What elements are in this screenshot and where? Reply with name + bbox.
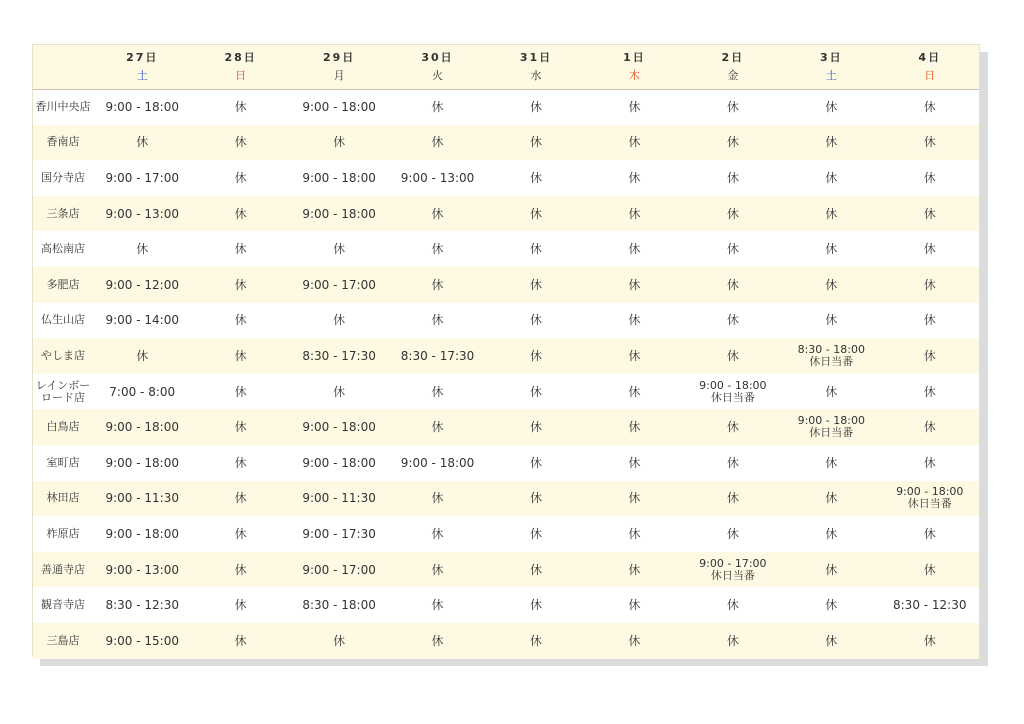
hours-cell: 休: [726, 633, 739, 648]
hours-cell: 9:00 - 11:30: [302, 491, 376, 506]
day-header: [782, 45, 880, 89]
hours-cell: 休: [628, 170, 641, 185]
hours-cell: 休: [923, 348, 936, 363]
duty-label: ロード店: [41, 390, 85, 404]
hours-cell: 休: [923, 170, 936, 185]
hours-cell: 休: [923, 313, 936, 328]
hours-cell: 9:00 - 11:30: [105, 491, 179, 506]
duty-label: 休日当番: [809, 354, 854, 368]
hours-cell: 休: [529, 135, 542, 150]
hours-cell: 休: [923, 100, 936, 115]
hours-cell: 休: [923, 526, 936, 541]
cell-line: 9:00 - 17:00: [699, 556, 767, 570]
hours-cell: 休: [234, 384, 247, 399]
date-label: 28日: [224, 50, 257, 64]
hours-cell: 休: [726, 348, 739, 363]
hours-cell: 休: [431, 598, 444, 613]
hours-cell: 9:00 - 18:00: [302, 206, 376, 221]
hours-cell: 休: [726, 526, 739, 541]
cell-line: 9:00 - 18:00: [699, 378, 767, 392]
hours-cell: 休: [529, 633, 542, 648]
store-name: [33, 374, 93, 410]
hours-cell: 休: [726, 135, 739, 150]
day-header: [290, 45, 388, 89]
table-body: [33, 89, 979, 659]
hours-cell: 休: [529, 348, 542, 363]
hours-cell: 休: [628, 526, 641, 541]
hours-cell: 休: [136, 242, 149, 257]
hours-cell: 休: [234, 242, 247, 257]
store-name: 白鳥店: [46, 420, 80, 434]
hours-cell: 8:30 - 12:30: [105, 598, 179, 613]
hours-cell: 休: [529, 562, 542, 577]
hours-cell: 休: [628, 455, 641, 470]
table-row: [33, 338, 979, 374]
hours-cell: 休: [923, 242, 936, 257]
hours-cell: 休: [431, 420, 444, 435]
cell-line: レインボー: [35, 378, 91, 392]
table-row: [33, 125, 979, 161]
table-row: [33, 552, 979, 588]
hours-cell: 休: [431, 242, 444, 257]
hours-cell: 休: [825, 206, 838, 221]
hours-cell: 休: [431, 491, 444, 506]
hours-cell: 休: [923, 206, 936, 221]
date-label: 30日: [421, 50, 454, 64]
store-name: 善通寺店: [41, 562, 85, 576]
weekday-label: 火: [432, 68, 444, 82]
hours-cell: 休: [333, 242, 346, 257]
hours-cell: 休: [628, 420, 641, 435]
hours-cell: 7:00 - 8:00: [109, 384, 176, 399]
hours-cell: 休: [825, 313, 838, 328]
hours-cell: 休: [628, 100, 641, 115]
hours-cell: 9:00 - 18:00: [105, 455, 179, 470]
duty-label: 休日当番: [710, 390, 755, 404]
hours-cell: 休: [825, 100, 838, 115]
hours-cell: 休: [628, 348, 641, 363]
header-row: [33, 45, 979, 89]
table-row: [33, 445, 979, 481]
store-name: 柞原店: [46, 526, 80, 540]
corner-cell: [33, 45, 93, 89]
hours-cell: 休: [333, 384, 346, 399]
table-row: [33, 196, 979, 232]
hours-cell: 9:00 - 17:00: [302, 562, 376, 577]
hours-cell: 休: [136, 348, 149, 363]
hours-cell: 休: [628, 135, 641, 150]
day-header: [585, 45, 683, 89]
hours-cell: 8:30 - 17:30: [400, 348, 475, 363]
weekday-label: 月: [333, 68, 345, 82]
day-header: [93, 45, 191, 89]
hours-cell: 休: [234, 348, 247, 363]
table-row: [33, 409, 979, 445]
hours-cell: 休: [529, 420, 542, 435]
date-label: 27日: [126, 50, 159, 64]
store-name: 観音寺店: [41, 598, 85, 612]
store-name: 多肥店: [46, 277, 80, 291]
hours-cell: 9:00 - 13:00: [105, 206, 179, 221]
day-header: [191, 45, 289, 89]
hours-cell: 休: [234, 633, 247, 648]
hours-cell: 9:00 - 18:00: [302, 420, 376, 435]
table-row: [33, 623, 979, 659]
hours-cell: 休: [136, 135, 149, 150]
hours-cell: 休: [726, 491, 739, 506]
hours-cell: [684, 374, 782, 410]
hours-cell: 休: [529, 313, 542, 328]
table-row: [33, 481, 979, 517]
hours-cell: 休: [529, 206, 542, 221]
hours-cell: 9:00 - 17:30: [302, 526, 376, 541]
table-row: [33, 374, 979, 410]
hours-cell: 休: [234, 420, 247, 435]
hours-cell: 9:00 - 18:00: [105, 420, 179, 435]
hours-cell: 休: [825, 242, 838, 257]
hours-cell: 休: [431, 135, 444, 150]
hours-cell: 休: [726, 100, 739, 115]
hours-cell: 休: [825, 384, 838, 399]
hours-cell: 休: [431, 562, 444, 577]
hours-cell: 休: [628, 242, 641, 257]
hours-cell: 休: [825, 455, 838, 470]
store-name: 仏生山店: [41, 313, 85, 327]
hours-cell: 休: [726, 420, 739, 435]
hours-cell: 休: [825, 526, 838, 541]
hours-cell: 休: [923, 420, 936, 435]
date-label: 4日: [918, 50, 942, 64]
hours-cell: 休: [825, 598, 838, 613]
hours-cell: 休: [529, 277, 542, 292]
hours-cell: 休: [333, 135, 346, 150]
hours-cell: 休: [234, 491, 247, 506]
hours-cell: 休: [234, 313, 247, 328]
hours-cell: 休: [726, 598, 739, 613]
hours-cell: 休: [234, 206, 247, 221]
hours-cell: 休: [628, 384, 641, 399]
hours-cell: 9:00 - 18:00: [105, 526, 179, 541]
date-label: 31日: [519, 50, 553, 64]
store-name: 香川中央店: [35, 100, 91, 114]
store-name: 三条店: [46, 206, 80, 220]
weekday-label: 日: [235, 68, 247, 82]
hours-cell: 休: [628, 633, 641, 648]
table-row: [33, 267, 979, 303]
hours-cell: 9:00 - 18:00: [302, 455, 376, 470]
hours-cell: 9:00 - 15:00: [105, 633, 179, 648]
hours-cell: 休: [825, 562, 838, 577]
hours-cell: 休: [628, 491, 641, 506]
hours-cell: 9:00 - 14:00: [105, 313, 179, 328]
hours-cell: 9:00 - 17:00: [105, 170, 179, 185]
hours-cell: 休: [529, 455, 542, 470]
hours-cell: 休: [234, 455, 247, 470]
store-name: 国分寺店: [41, 170, 85, 184]
hours-cell: 休: [726, 206, 739, 221]
hours-cell: 休: [923, 384, 936, 399]
hours-cell: 休: [628, 313, 641, 328]
hours-cell: 休: [825, 170, 838, 185]
hours-cell: 9:00 - 12:00: [105, 277, 179, 292]
hours-cell: 休: [333, 633, 346, 648]
hours-cell: 休: [825, 135, 838, 150]
cell-line: 9:00 - 18:00: [896, 485, 964, 499]
hours-cell: 休: [825, 633, 838, 648]
hours-cell: 休: [431, 206, 444, 221]
store-name: 林田店: [46, 491, 80, 505]
hours-cell: 休: [333, 313, 346, 328]
hours-cell: 休: [923, 277, 936, 292]
hours-cell: 8:30 - 18:00: [302, 598, 376, 613]
table-row: [33, 587, 979, 623]
hours-cell: 休: [234, 277, 247, 292]
hours-cell: 9:00 - 18:00: [105, 100, 179, 115]
hours-cell: 休: [234, 100, 247, 115]
table-row: [33, 89, 979, 125]
store-name: 室町店: [46, 455, 80, 469]
weekday-label: 水: [530, 68, 542, 82]
store-name: 高松南店: [41, 242, 85, 256]
hours-cell: 休: [529, 170, 542, 185]
schedule-sheet: [32, 44, 980, 656]
duty-label: 休日当番: [710, 568, 755, 582]
hours-cell: 休: [529, 598, 542, 613]
hours-cell: 休: [628, 206, 641, 221]
store-name: 三島店: [46, 633, 80, 647]
hours-cell: 休: [923, 455, 936, 470]
hours-cell: 休: [726, 170, 739, 185]
hours-cell: 休: [628, 562, 641, 577]
hours-cell: 休: [923, 135, 936, 150]
hours-cell: [782, 338, 880, 374]
hours-cell: 休: [431, 100, 444, 115]
hours-cell: 休: [726, 277, 739, 292]
hours-cell: 休: [431, 633, 444, 648]
day-header: [881, 45, 980, 89]
weekday-label: 木: [628, 68, 640, 82]
weekday-label: 土: [825, 68, 837, 82]
hours-cell: 休: [234, 170, 247, 185]
hours-cell: 休: [234, 135, 247, 150]
hours-cell: 休: [628, 277, 641, 292]
hours-cell: 8:30 - 17:30: [302, 348, 376, 363]
weekday-label: 金: [727, 68, 739, 82]
hours-cell: 休: [529, 526, 542, 541]
day-header: [684, 45, 782, 89]
day-header: [388, 45, 486, 89]
hours-cell: 休: [529, 100, 542, 115]
hours-cell: 9:00 - 17:00: [302, 277, 376, 292]
store-name: やしま店: [41, 348, 85, 362]
hours-cell: 休: [529, 242, 542, 257]
hours-cell: 休: [825, 491, 838, 506]
hours-cell: [684, 552, 782, 588]
hours-cell: 休: [628, 598, 641, 613]
hours-cell: 9:00 - 18:00: [302, 100, 376, 115]
hours-cell: 9:00 - 13:00: [105, 562, 179, 577]
table-row: [33, 516, 979, 552]
date-label: 29日: [322, 50, 356, 64]
hours-cell: 休: [923, 562, 936, 577]
hours-cell: [782, 409, 880, 445]
date-label: 1日: [623, 50, 646, 64]
hours-cell: [881, 481, 980, 517]
duty-label: 休日当番: [809, 426, 854, 440]
hours-cell: 休: [234, 526, 247, 541]
hours-cell: 休: [431, 313, 444, 328]
holiday-hours-table: [33, 45, 979, 659]
hours-cell: 休: [726, 242, 739, 257]
date-label: 3日: [819, 50, 843, 64]
hours-cell: 休: [726, 455, 739, 470]
table-row: [33, 303, 979, 339]
hours-cell: 休: [529, 384, 542, 399]
hours-cell: 休: [431, 277, 444, 292]
hours-cell: 9:00 - 18:00: [302, 170, 376, 185]
hours-cell: 休: [431, 384, 444, 399]
duty-label: 休日当番: [907, 497, 952, 511]
table-row: [33, 231, 979, 267]
hours-cell: 8:30 - 12:30: [893, 598, 967, 613]
hours-cell: 休: [234, 598, 247, 613]
weekday-label: 土: [136, 68, 148, 82]
date-label: 2日: [721, 50, 745, 64]
hours-cell: 休: [825, 277, 838, 292]
hours-cell: 休: [923, 633, 936, 648]
hours-cell: 9:00 - 13:00: [400, 170, 475, 185]
table-row: [33, 160, 979, 196]
weekday-label: 日: [924, 68, 936, 82]
cell-line: 8:30 - 18:00: [797, 342, 865, 356]
hours-cell: 9:00 - 18:00: [400, 455, 475, 470]
hours-cell: 休: [726, 313, 739, 328]
hours-cell: 休: [234, 562, 247, 577]
cell-line: 9:00 - 18:00: [797, 414, 865, 428]
hours-cell: 休: [529, 491, 542, 506]
store-name: 香南店: [46, 135, 80, 149]
day-header: [487, 45, 585, 89]
hours-cell: 休: [431, 526, 444, 541]
